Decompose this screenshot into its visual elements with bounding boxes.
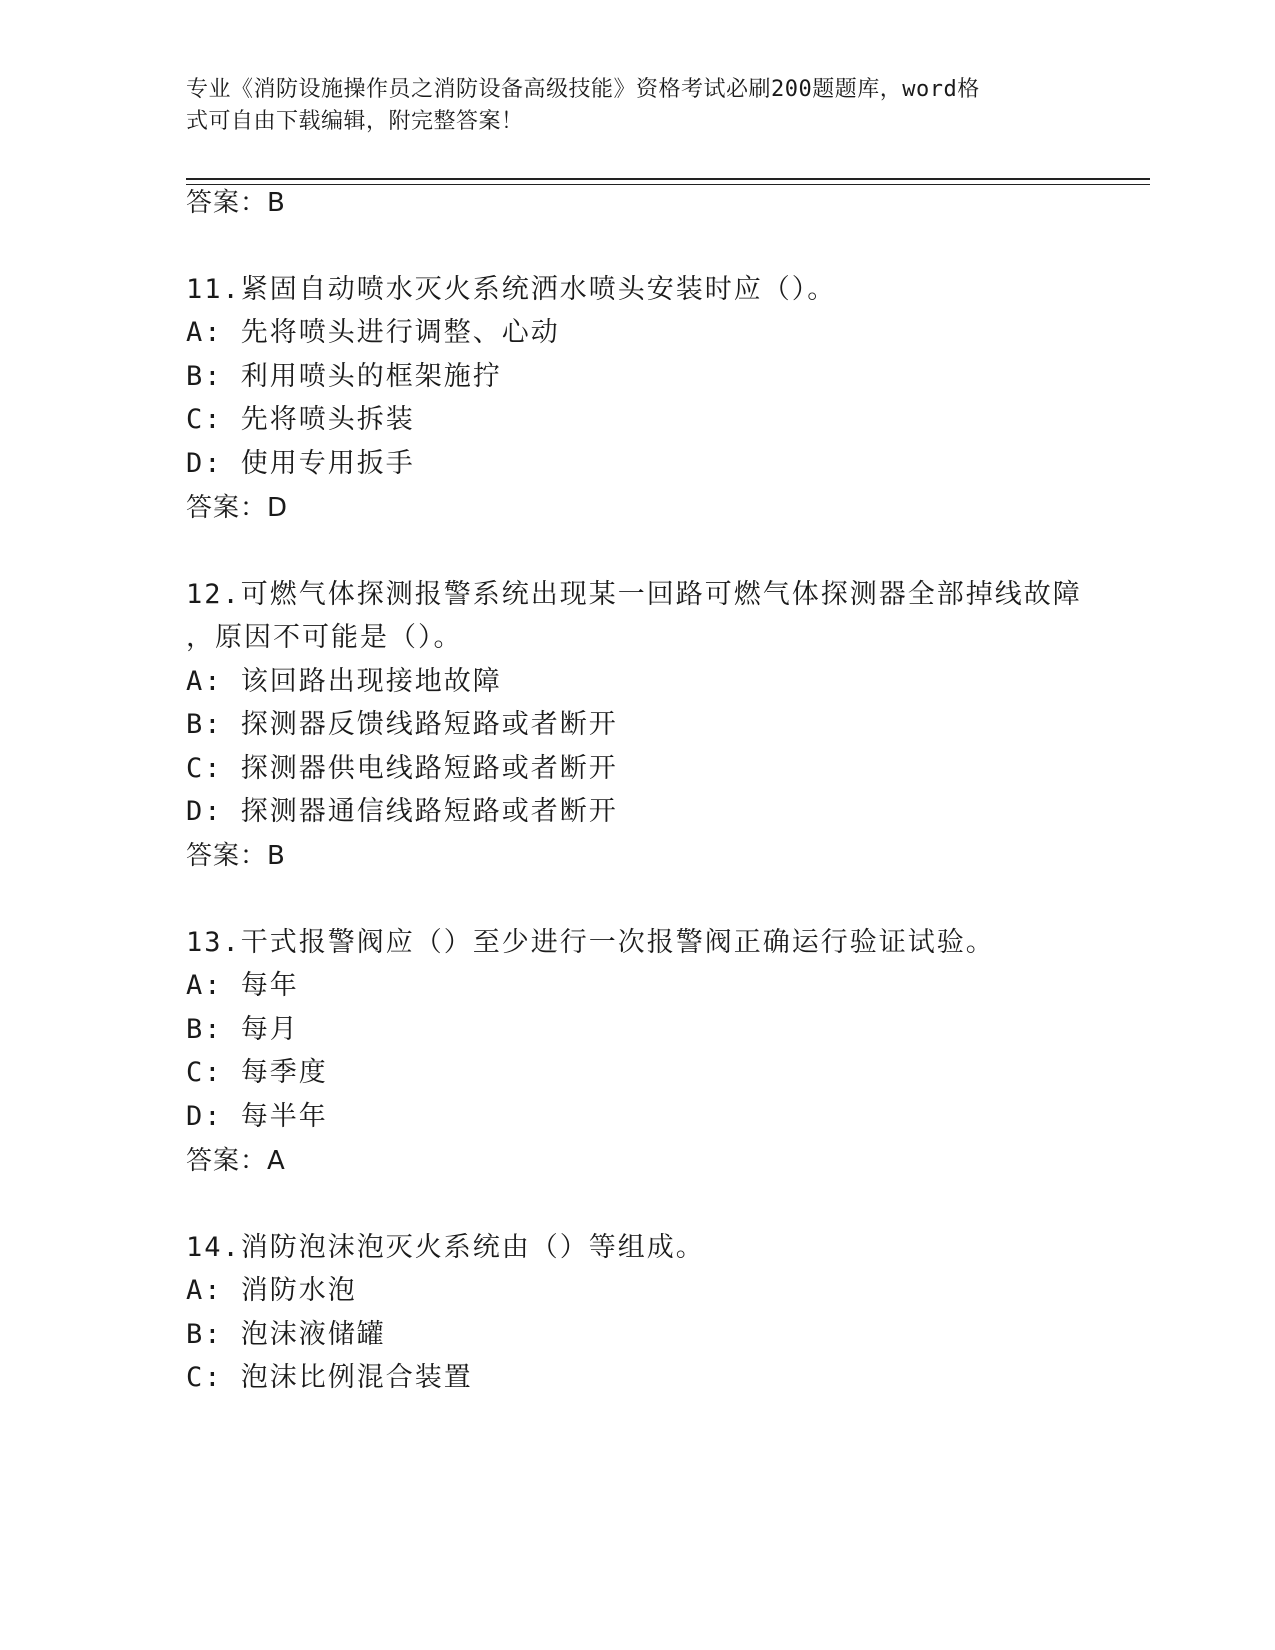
answer: 答案：D [186,493,289,523]
option-b: B: 泡沫液储罐 [186,1319,386,1350]
option-d: D: 每半年 [186,1101,328,1132]
header-line-1: 专业《消防设施操作员之消防设备高级技能》资格考试必刷200题题库，word格 [186,77,980,102]
document-header [186,74,1066,138]
option-c: C: 探测器供电线路短路或者断开 [186,753,618,784]
option-a: A: 先将喷头进行调整、心动 [186,317,560,348]
answer: 答案：B [186,841,286,871]
option-b: B: 每月 [186,1014,299,1045]
header-divider-thin [186,184,1150,185]
question-stem-continued: ，原因不可能是（）。 [186,622,463,653]
previous-answer: 答案：B [186,188,286,218]
option-a: A: 消防水泡 [186,1275,357,1306]
option-b: B: 探测器反馈线路短路或者断开 [186,709,618,740]
question-stem: 13.干式报警阀应（）至少进行一次报警阀正确运行验证试验。 [186,927,995,958]
option-d: D: 探测器通信线路短路或者断开 [186,796,618,827]
answer: 答案：A [186,1146,286,1176]
option-a: A: 该回路出现接地故障 [186,666,502,697]
option-c: C: 每季度 [186,1057,328,1088]
question-stem: 14.消防泡沫泡灭火系统由（）等组成。 [186,1232,705,1263]
question-stem: 11.紧固自动喷水灭火系统洒水喷头安装时应（）。 [186,274,837,305]
option-c: C: 泡沫比例混合装置 [186,1362,473,1393]
question-stem: 12.可燃气体探测报警系统出现某一回路可燃气体探测器全部掉线故障 [186,579,1082,610]
header-divider [186,178,1150,180]
option-a: A: 每年 [186,970,299,1001]
option-b: B: 利用喷头的框架施拧 [186,361,502,392]
option-c: C: 先将喷头拆装 [186,404,415,435]
option-d: D: 使用专用扳手 [186,448,415,479]
header-line-2: 式可自由下载编辑，附完整答案！ [186,109,524,134]
